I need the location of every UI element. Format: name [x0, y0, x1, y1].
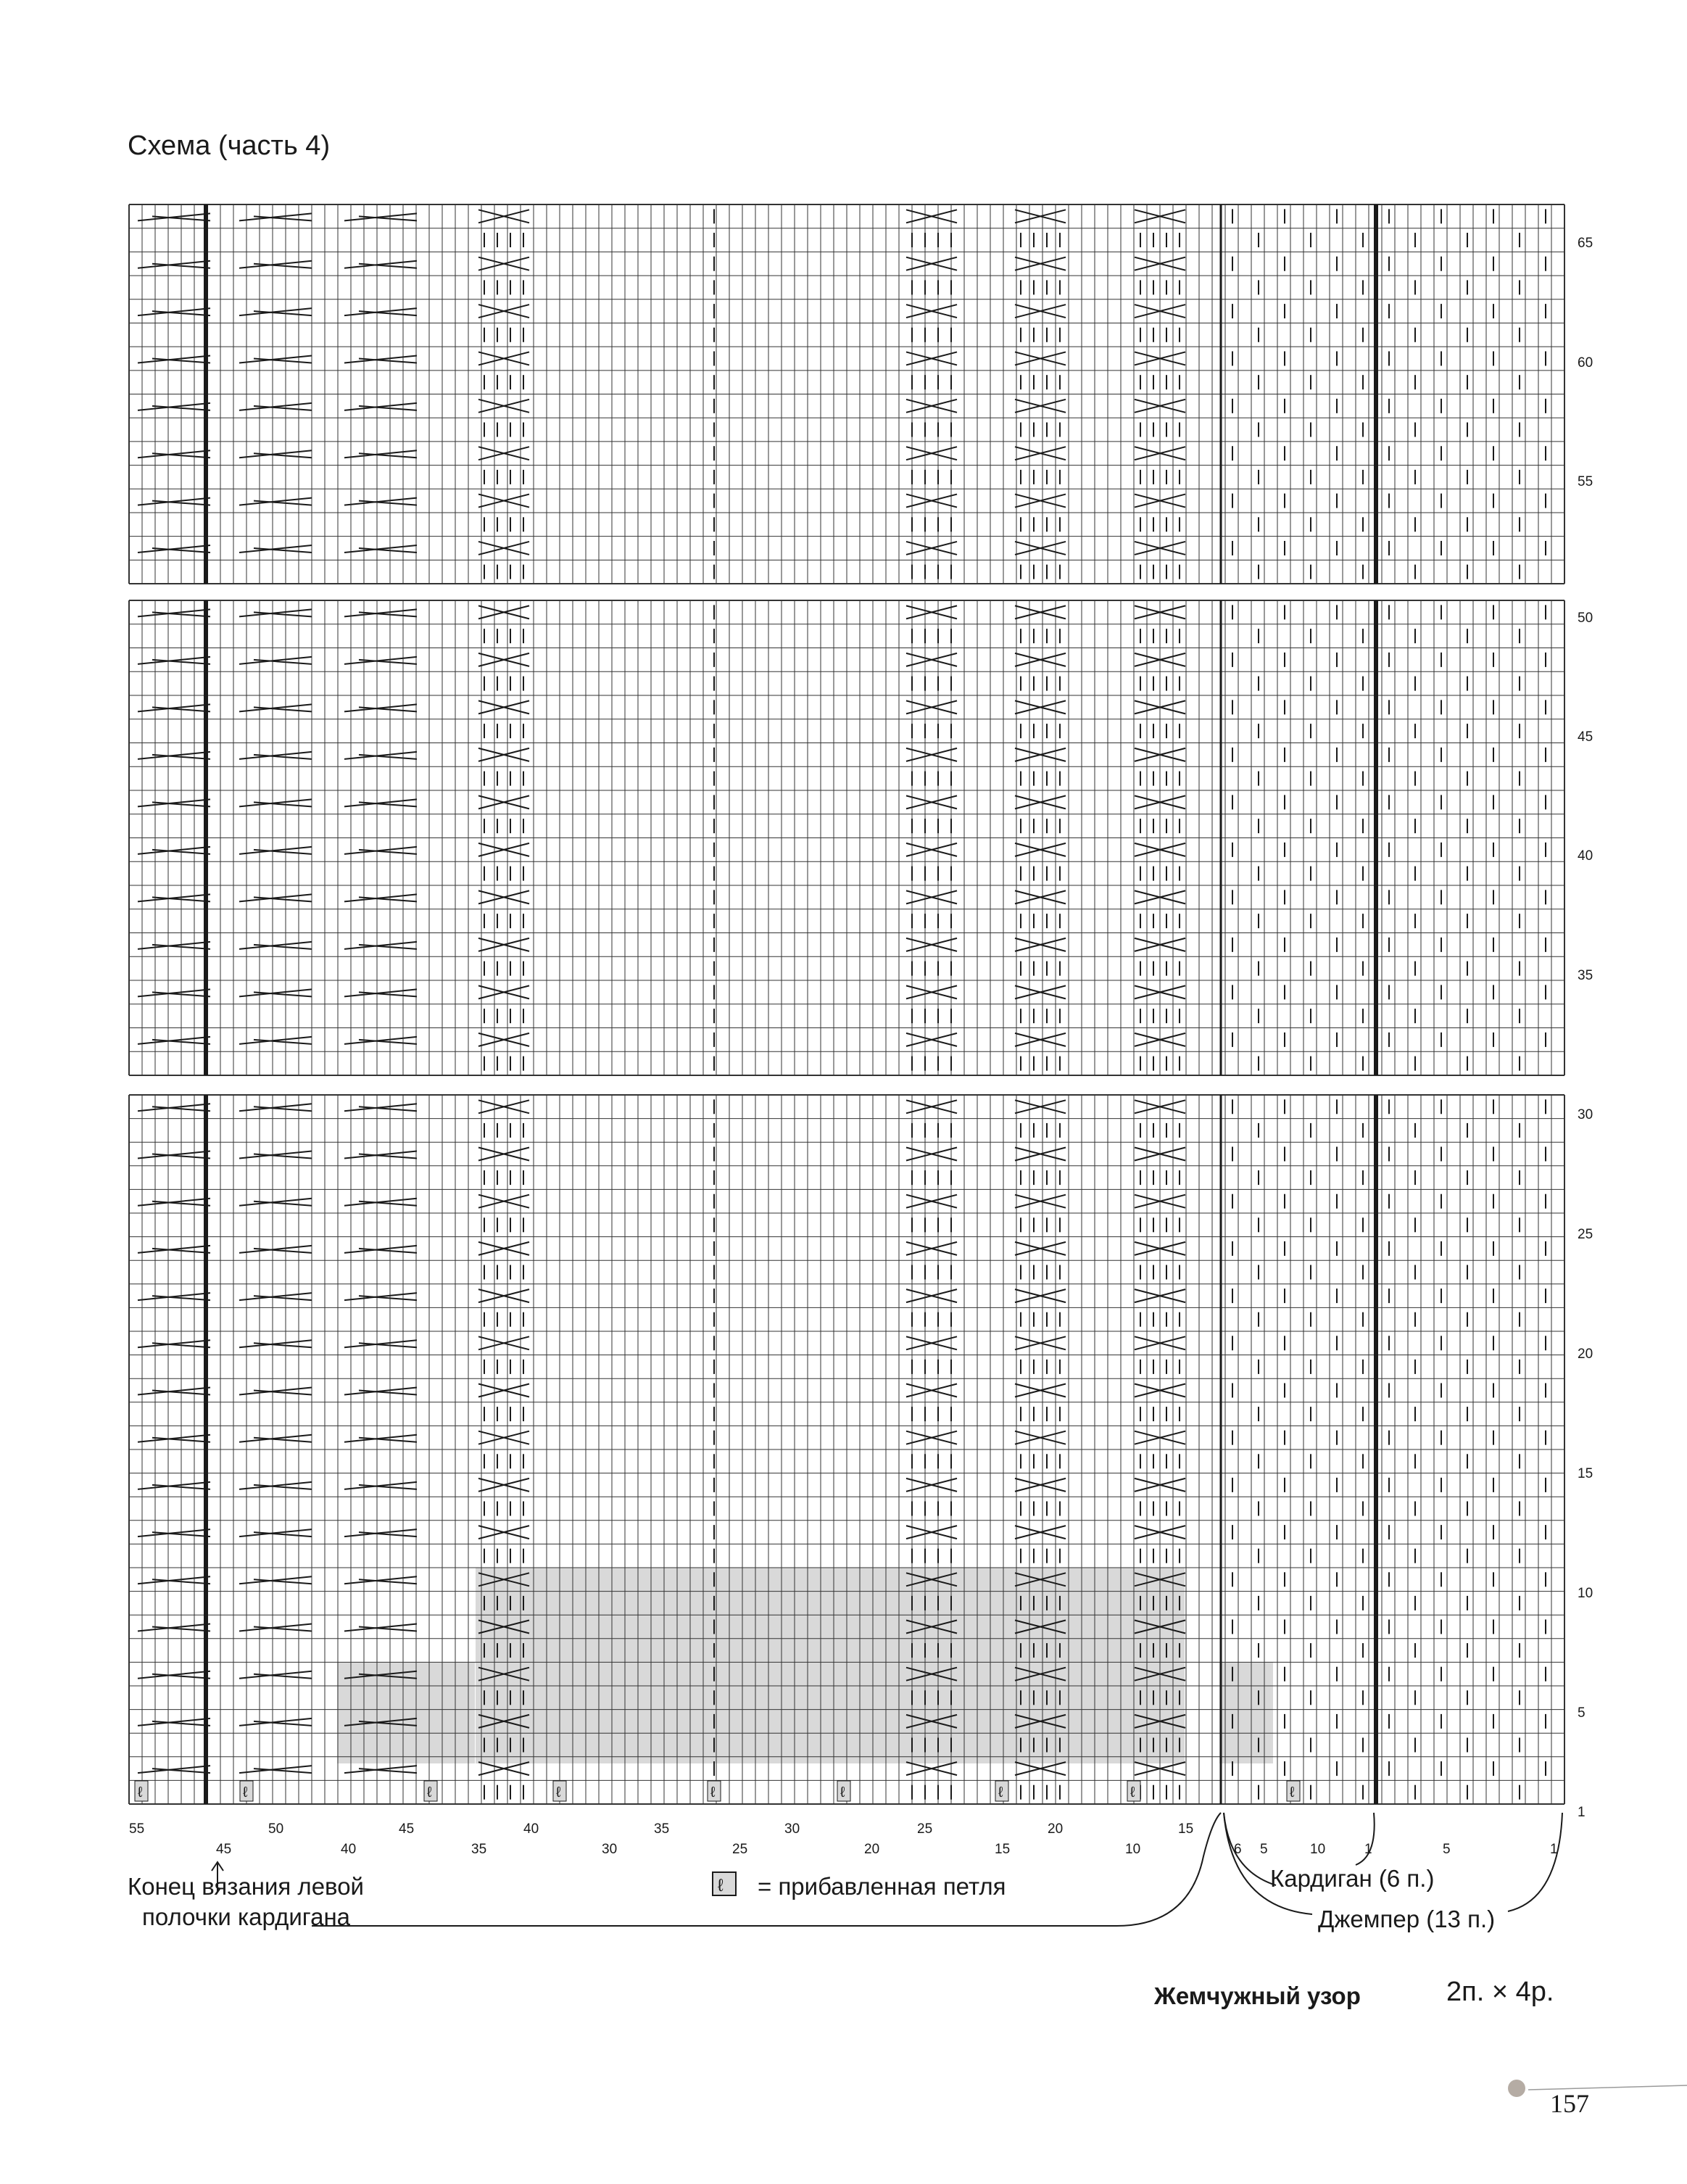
page-number: 157 [1550, 2089, 1589, 2118]
added-stitch-glyph: ℓ [138, 1784, 143, 1800]
row-number: 30 [1578, 1107, 1593, 1122]
stitch-number: 20 [864, 1842, 880, 1857]
row-number: 1 [1578, 1805, 1586, 1820]
stitch-number: 15 [1178, 1821, 1194, 1837]
added-stitch-glyph: ℓ [1130, 1784, 1135, 1800]
jumper-brace-right [1508, 1813, 1562, 1911]
row-number: 20 [1578, 1347, 1593, 1362]
added-stitch-glyph: ℓ [427, 1784, 432, 1800]
stitch-number: 30 [784, 1821, 800, 1837]
stitch-number: 5 [1443, 1842, 1451, 1857]
row-number: 35 [1578, 968, 1593, 983]
end-note-line-2: полочки кардигана [142, 1903, 351, 1930]
stitch-number: 40 [523, 1821, 539, 1837]
row-number: 65 [1578, 236, 1593, 251]
legend-added-stitch-text: = прибавленная петля [758, 1873, 1006, 1900]
cardigan-brace-right [1356, 1813, 1375, 1865]
added-stitch-glyph: ℓ [840, 1784, 845, 1800]
row-number: 15 [1578, 1466, 1593, 1481]
added-stitch-glyph: ℓ [1290, 1784, 1295, 1800]
added-stitch-glyph: ℓ [556, 1784, 561, 1800]
stitch-number: 20 [1048, 1821, 1064, 1837]
stitch-number: 35 [654, 1821, 670, 1837]
yarn-ball-icon [1508, 2080, 1525, 2097]
cardigan-label: Кардиган (6 п.) [1270, 1865, 1435, 1892]
stitch-number: 35 [471, 1842, 487, 1857]
row-number: 10 [1578, 1586, 1593, 1601]
stitch-number: 1 [1364, 1842, 1372, 1857]
stitch-number: 55 [129, 1821, 145, 1837]
row-number: 40 [1578, 848, 1593, 864]
row-number: 45 [1578, 729, 1593, 745]
stitch-number: 40 [341, 1842, 357, 1857]
stitch-number: 6 [1234, 1842, 1242, 1857]
pattern-gauge: 2п. × 4р. [1446, 1977, 1554, 2007]
stitch-number: 10 [1125, 1842, 1141, 1857]
end-note-line-1: Конец вязания левой [128, 1873, 364, 1900]
stitch-number: 25 [917, 1821, 933, 1837]
stitch-number: 5 [1260, 1842, 1268, 1857]
jumper-brace-left [1224, 1813, 1312, 1914]
stitch-number: 1 [1550, 1842, 1558, 1857]
cardigan-brace-left [1224, 1813, 1276, 1885]
stitch-number: 50 [268, 1821, 284, 1837]
stitch-number: 10 [1310, 1842, 1326, 1857]
row-number: 55 [1578, 474, 1593, 489]
shaded-region [1219, 1662, 1273, 1763]
jumper-label: Джемпер (13 п.) [1318, 1906, 1496, 1932]
legend-swatch [713, 1872, 736, 1895]
row-number: 50 [1578, 611, 1593, 626]
page-title: Схема (часть 4) [128, 131, 331, 161]
stitch-number: 15 [995, 1842, 1011, 1857]
stitch-number: 45 [216, 1842, 232, 1857]
stitch-number: 25 [732, 1842, 748, 1857]
row-number: 60 [1578, 355, 1593, 371]
cardigan-end-bracket [312, 1813, 1221, 1926]
shaded-region [476, 1568, 1185, 1763]
row-number: 5 [1578, 1705, 1586, 1721]
row-number: 25 [1578, 1227, 1593, 1242]
stitch-number: 45 [399, 1821, 415, 1837]
stitch-number: 30 [602, 1842, 618, 1857]
added-stitch-glyph: ℓ [998, 1784, 1003, 1800]
pattern-name: Жемчужный узор [1154, 1982, 1361, 2009]
legend-swatch-glyph: ℓ [718, 1876, 724, 1895]
added-stitch-glyph: ℓ [243, 1784, 248, 1800]
added-stitch-glyph: ℓ [710, 1784, 716, 1800]
